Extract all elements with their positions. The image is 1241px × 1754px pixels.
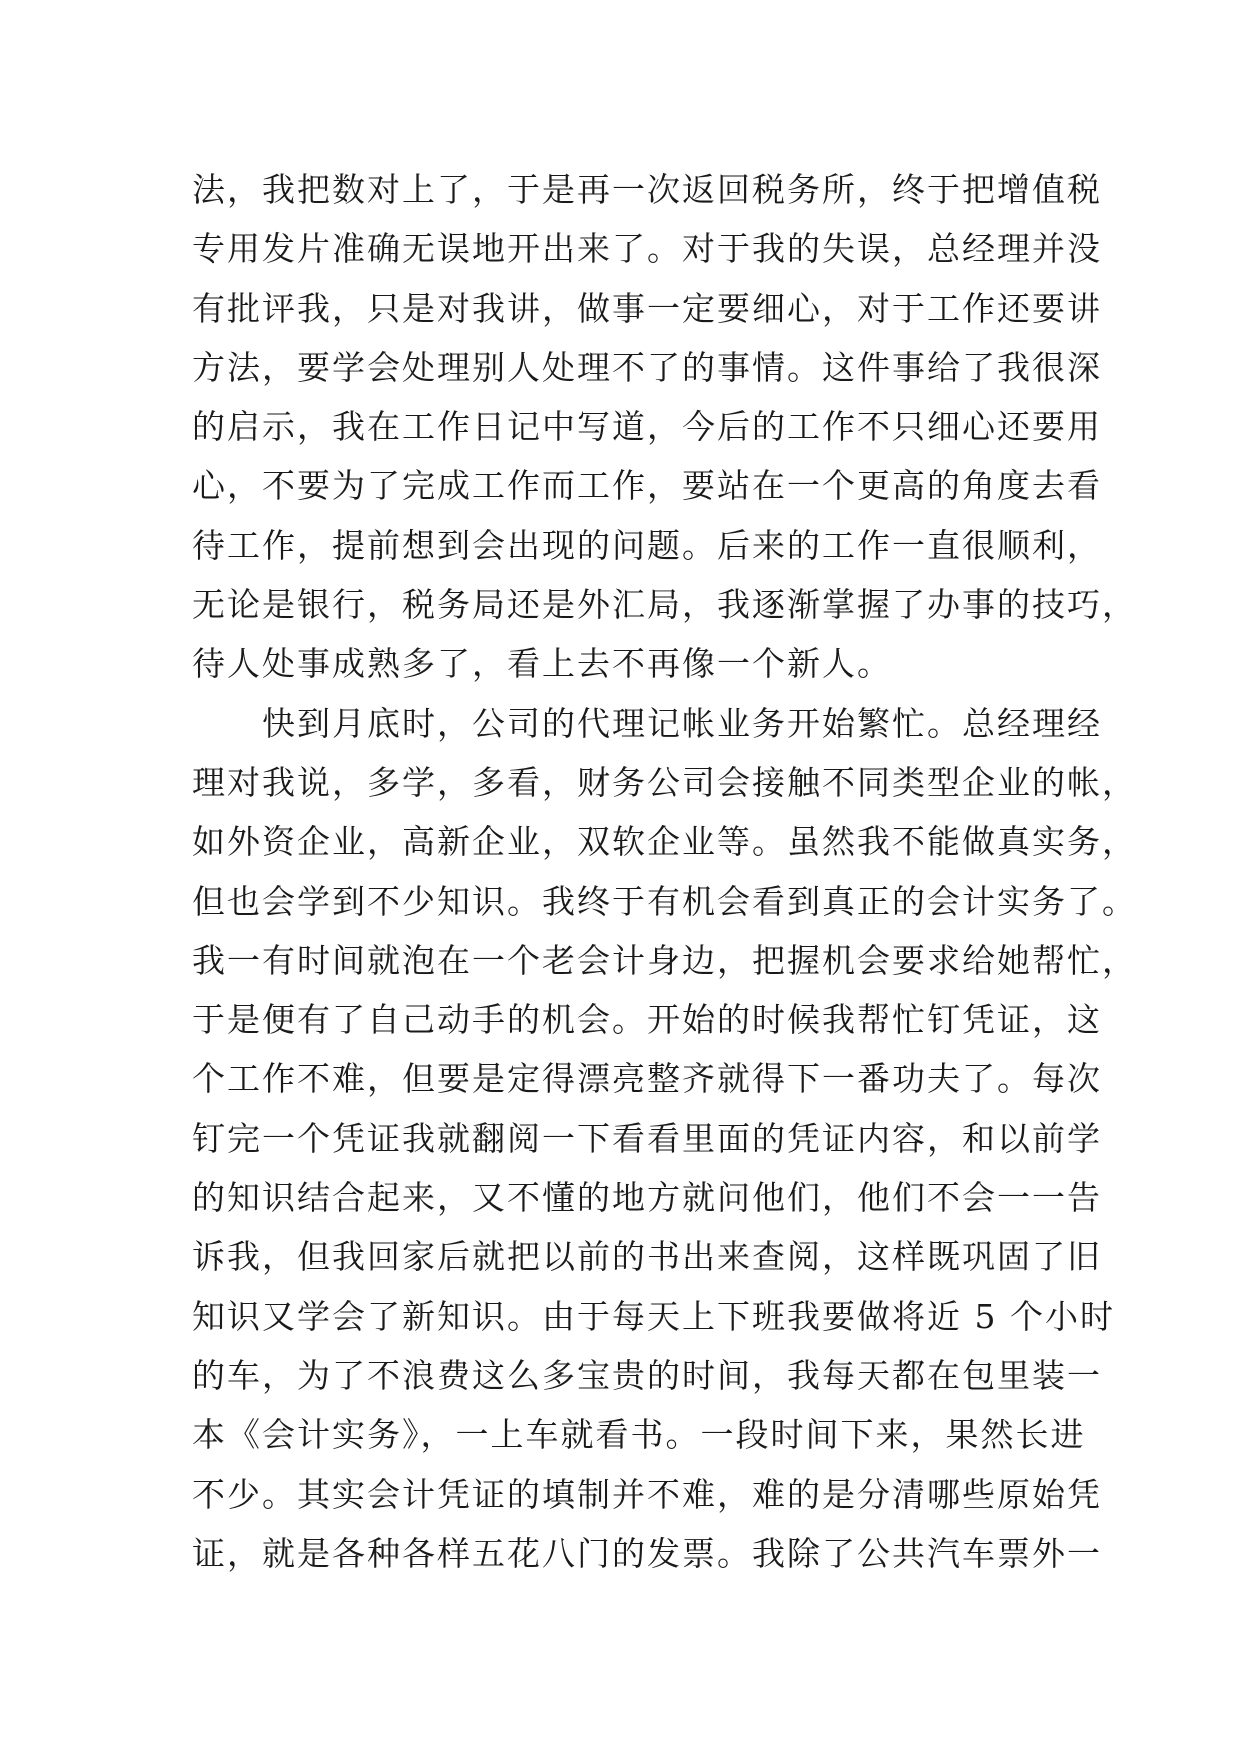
body-text bbox=[192, 160, 1137, 1583]
text-line: 如外资企业，高新企业，双软企业等。虽然我不能做真实务， bbox=[192, 822, 1137, 862]
text-line: 不少。其实会计凭证的填制并不难，难的是分清哪些原始凭 bbox=[192, 1474, 1102, 1514]
text-line: 知识又学会了新知识。由于每天上下班我要做将近 5 个小时 bbox=[192, 1296, 1115, 1336]
text-line: 我一有时间就泡在一个老会计身边，把握机会要求给她帮忙， bbox=[192, 940, 1137, 980]
text-line: 待人处事成熟多了，看上去不再像一个新人。 bbox=[192, 644, 892, 684]
text-line: 无论是银行，税务局还是外汇局，我逐渐掌握了办事的技巧， bbox=[192, 585, 1137, 625]
text-line: 专用发片准确无误地开出来了。对于我的失误，总经理并没 bbox=[192, 229, 1102, 269]
text-line: 待工作，提前想到会出现的问题。后来的工作一直很顺利， bbox=[192, 525, 1102, 565]
text-line: 有批评我，只是对我讲，做事一定要细心，对于工作还要讲 bbox=[192, 288, 1102, 328]
text-line: 的知识结合起来，又不懂的地方就问他们，他们不会一一告 bbox=[192, 1178, 1102, 1218]
text-line: 证，就是各种各样五花八门的发票。我除了公共汽车票外一 bbox=[192, 1533, 1102, 1573]
text-line: 方法，要学会处理别人处理不了的事情。这件事给了我很深 bbox=[192, 347, 1102, 387]
text-line: 法，我把数对上了，于是再一次返回税务所，终于把增值税 bbox=[192, 170, 1102, 209]
text-line: 的启示，我在工作日记中写道，今后的工作不只细心还要用 bbox=[192, 407, 1102, 447]
text-line: 钉完一个凭证我就翻阅一下看看里面的凭证内容，和以前学 bbox=[192, 1118, 1102, 1158]
text-line: 心，不要为了完成工作而工作，要站在一个更高的角度去看 bbox=[192, 466, 1102, 506]
paragraph-start-line: 快到月底时，公司的代理记帐业务开始繁忙。总经理经 bbox=[262, 703, 1102, 743]
text-line: 于是便有了自己动手的机会。开始的时候我帮忙钉凭证，这 bbox=[192, 1000, 1102, 1040]
text-line: 个工作不难，但要是定得漂亮整齐就得下一番功夫了。每次 bbox=[192, 1059, 1102, 1099]
text-line: 诉我，但我回家后就把以前的书出来查阅，这样既巩固了旧 bbox=[192, 1237, 1102, 1277]
text-line: 理对我说，多学，多看，财务公司会接触不同类型企业的帐， bbox=[192, 762, 1137, 802]
text-line: 本《会计实务》，一上车就看书。一段时间下来，果然长进 bbox=[192, 1415, 1086, 1455]
text-line: 但也会学到不少知识。我终于有机会看到真正的会计实务了。 bbox=[192, 881, 1137, 921]
text-line: 的车，为了不浪费这么多宝贵的时间，我每天都在包里装一 bbox=[192, 1355, 1102, 1395]
